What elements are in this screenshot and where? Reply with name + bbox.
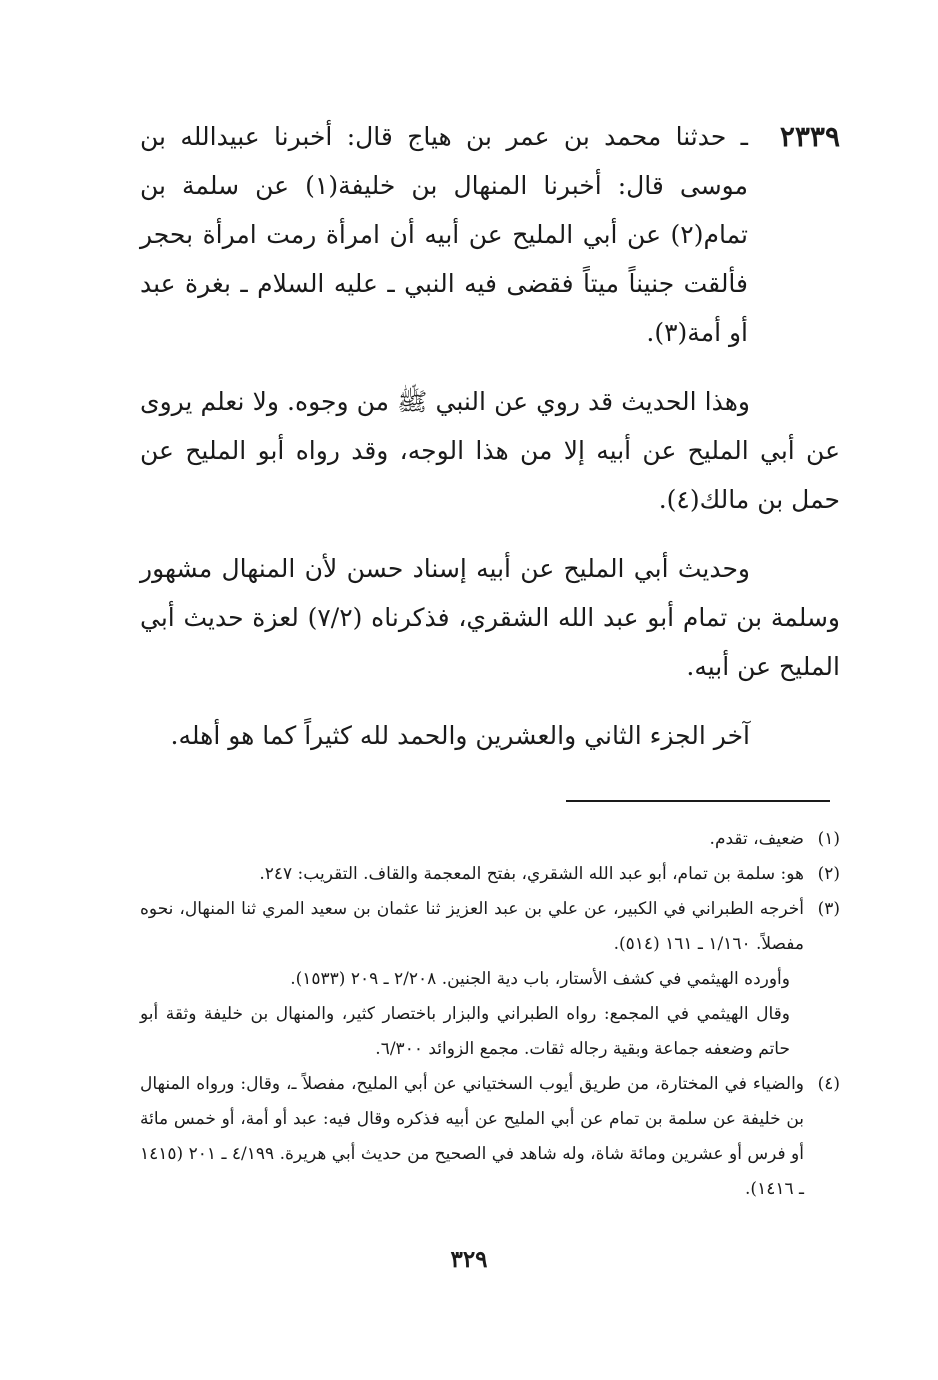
footnote-number: (٤) xyxy=(817,1074,840,1094)
commentary-paragraph-1: وهذا الحديث قد روي عن النبي ﷺ من وجوه. ولا نعلم يروى عن أبي المليح عن أبيه إلا من هذا الوجه، وقد رواه أبو المليح عن حمل بن مالك(٤). xyxy=(140,387,840,514)
footnote-3 xyxy=(140,892,840,1067)
footnotes xyxy=(140,822,840,1207)
commentary-paragraph-2: وحديث أبي المليح عن أبيه إسناد حسن لأن المنهال مشهور وسلمة بن تمام أبو عبد الله الشقري، فذكرناه (٧/٢) لعزة حديث أبي المليح عن أبيه. xyxy=(140,554,840,681)
page-number: ٣٢٩ xyxy=(450,1246,488,1273)
footnote-text: أخرجه الطبراني في الكبير، عن علي بن عبد العزيز ثنا عثمان بن سعيد المري ثنا المنهال، نحوه مفصلاً. ١/١٦٠ ـ ١٦١ (٥١٤). xyxy=(140,899,804,954)
footnote-number: (١) xyxy=(817,829,840,849)
footnote-separator xyxy=(566,800,830,802)
footnote-text: ضعيف، تقدم. xyxy=(709,829,804,849)
main-text xyxy=(140,112,840,760)
footnote-2 xyxy=(140,857,840,892)
footnote-text: هو: سلمة بن تمام، أبو عبد الله الشقري، بفتح المعجمة والقاف. التقريب: ٢٤٧. xyxy=(259,864,804,884)
footnote-4 xyxy=(140,1067,840,1207)
footnote-subparagraph: وأورده الهيثمي في كشف الأستار، باب دية الجنين. ٢/٢٠٨ ـ ٢٠٩ (١٥٣٣). xyxy=(290,969,790,989)
hadith-text: ـ حدثنا محمد بن عمر بن هياج قال: أخبرنا عبيدالله بن موسى قال: أخبرنا المنهال بن خليفة(١) عن سلمة بن تمام(٢) عن أبي المليح عن أبيه أن امرأة رمت امرأة بحجر فألقت جنيناً ميتاً فقضى فيه النبي ـ عليه السلام ـ بغرة عبد أو أمة(٣). xyxy=(140,122,748,347)
footnote-number: (٢) xyxy=(817,864,840,884)
footnote-subparagraph: وقال الهيثمي في المجمع: رواه الطبراني والبزار باختصار كثير، والمنهال بن خليفة وثقة أبو حاتم وضعفه جماعة وبقية رجاله ثقات. مجمع الزوائد ٦/٣٠٠. xyxy=(140,1004,790,1059)
hadith-entry xyxy=(140,112,840,357)
footnote-1 xyxy=(140,822,840,857)
footnote-number: (٣) xyxy=(817,899,840,919)
footnote-text: والضياء في المختارة، من طريق أيوب السختياني عن أبي المليح، مفصلاً ـ، وقال: ورواه المنهال بن خليفة عن سلمة بن تمام عن أبي المليح عن أبيه فذكره وقال فيه: عبد أو أمة، أو خمس مائة أو فرس أو عشرين ومائة شاة، وله شاهد في الصحيح من حديث أبي هريرة. ٤/١٩٩ ـ ٢٠١ (١٤١٥ ـ ١٤١٦). xyxy=(140,1074,804,1199)
closing-paragraph: آخر الجزء الثاني والعشرين والحمد لله كثيراً كما هو أهله. xyxy=(170,721,750,750)
hadith-number: ٢٣٣٩ xyxy=(779,120,840,153)
